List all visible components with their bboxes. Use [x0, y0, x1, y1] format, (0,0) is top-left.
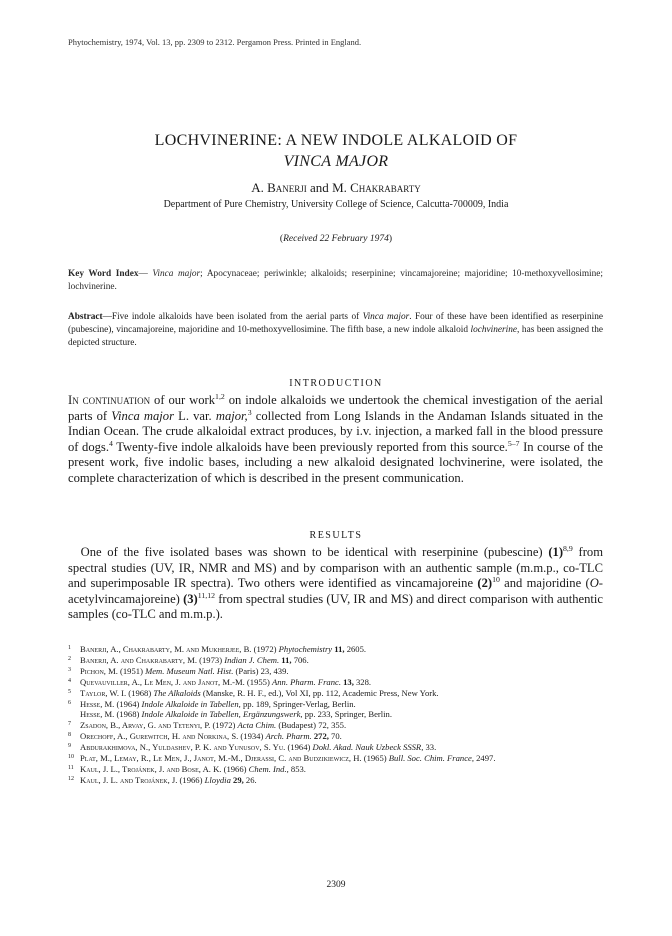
reference-number: 4 [68, 677, 71, 684]
reference-authors: Kaul, J. L. and Trojánek, J. (1966) [80, 774, 205, 785]
abstract-new-alkaloid: lochvinerine [470, 325, 518, 335]
intro-variety: major, [215, 408, 248, 423]
received-label: Received [283, 234, 318, 244]
reference-number: 1 [68, 645, 71, 651]
results-paragraph [68, 545, 603, 623]
reference-volume: 13, [340, 676, 354, 687]
reference-item [68, 688, 608, 699]
compound-number: (1) [548, 545, 564, 559]
author-2: M. Chakrabarty [332, 180, 421, 195]
citation-ref: 5–7 [507, 438, 520, 448]
reference-authors: Abdurakhimova, N., Yuldashev, P. K. and Yunusov, S. Yu. (1964) [80, 742, 313, 753]
results-text-2: from spectral studies (UV, IR, NMR and MS) and by comparison with an authentic sample (m.m.p., co-TLC and superimposable IR spectra). Two others were identified as vincamajoreine [68, 545, 603, 591]
reference-pages: 2605. [344, 644, 367, 654]
introduction-heading: INTRODUCTION [289, 378, 383, 389]
reference-authors: Quevauviller, A., Le Men, J. and Janot, M.-M. (1955) [80, 676, 272, 687]
reference-number: 6 [68, 699, 71, 706]
reference-journal: The Alkaloids [153, 687, 201, 698]
page-number: 2309 [326, 880, 346, 890]
reference-pages: (Budapest) 72, 355. [276, 720, 347, 731]
results-text-1: One of the five isolated bases was shown to be identical with reserpinine (pubescine) [80, 545, 549, 559]
reference-authors: Banerji, A., Chakrabarty, M. and Mukherjee, B. (1972) [80, 644, 279, 654]
reference-number: 9 [68, 743, 71, 750]
citation-ref: 4 [108, 438, 113, 448]
reference-volume: 11, [279, 654, 292, 665]
reference-authors: Hesse, M. (1964) [80, 698, 142, 709]
reference-volume: 11, [332, 644, 345, 654]
reference-number: 3 [68, 666, 71, 673]
reference-number: 2 [68, 655, 71, 662]
citation-ref: 8,9 [563, 543, 573, 553]
reference-authors: Kaul, J. L., Trojánek, J. and Bose, A. K. (1966) [80, 763, 249, 774]
reference-number: 5 [68, 688, 71, 695]
abstract-text-3: , has been assigned the depicted structure. [68, 325, 603, 348]
reference-journal: Phytochemistry [278, 644, 333, 654]
reference-pages: (Manske, R. H. F., ed.), Vol XI, pp. 112, Academic Press, New York. [200, 687, 439, 698]
citation-ref: 11,12 [197, 590, 216, 600]
reference-journal: Lloydia [204, 774, 231, 785]
intro-text-4: collected from Long Islands in the Andaman Islands situated in the Indian Ocean. The crude alkaloidal extract produces, by i.v. injection, a marked fall in the blood pressure of dogs. [68, 408, 603, 454]
intro-text-2: on indole alkaloids we undertook the chemical investigation of the aerial parts of [68, 393, 603, 423]
reference-journal: Indole Alkaloide in Tabellen, Ergänzungswerk [141, 709, 301, 720]
intro-text-5: Twenty-five indole alkaloids have been previously reported from this source. [112, 439, 508, 454]
reference-pages: , 33. [421, 742, 437, 753]
reference-item [68, 666, 608, 677]
reference-authors: Taylor, W. I. (1968) [80, 687, 154, 698]
results-text-3: and majoridine ( [499, 576, 590, 591]
author-conjunction: and [306, 180, 333, 195]
results-heading: RESULTS [309, 530, 363, 541]
reference-journal: Indole Alkaloide in Tabellen [141, 698, 239, 709]
citation-ref: 3 [247, 407, 252, 417]
article-title-line-2: VINCA MAJOR [283, 153, 389, 170]
keyword-index: Key Word Index— Vinca major; Apocynaceae; periwinkle; alkaloids; reserpinine; vincamajoreine; majoridine; 10-methoxyvellosimine; lochvinerine. [68, 269, 604, 292]
reference-item [68, 655, 608, 666]
reference-authors: Plat, M., Lemay, R., Le Men, J., Janot, M.-M., Djerassi, C. and Budzikiewicz, H. (1965) [80, 753, 389, 764]
reference-item [68, 677, 608, 688]
results-text-5: from spectral studies (UV, IR and MS) and direct comparison with authentic samples (co-TLC and m.m.p.). [68, 591, 604, 622]
journal-citation: Phytochemistry, 1974, Vol. 13, pp. 2309 to 2312. Pergamon Press. Printed in England. [68, 37, 362, 47]
reference-pages: (Paris) 23, 439. [233, 665, 289, 676]
reference-journal: Mem. Museum Natl. Hist. [145, 665, 234, 676]
reference-pages: 706. [291, 654, 309, 665]
keyword-list: ; Apocynaceae; periwinkle; alkaloids; reserpinine; vincamajoreine; majoridine; 10-methoxyvellosimine; lochvinerine. [68, 269, 604, 292]
results-o-prefix: O [589, 576, 599, 591]
reference-item [68, 742, 608, 753]
reference-authors: Zsadon, B., Arvay, G. and Tetenyi, P. (1972) [80, 720, 238, 731]
reference-journal: Arch. Pharm. [265, 731, 312, 742]
reference-number: 10 [68, 754, 74, 761]
abstract-text-2: . Four of these have been identified as reserpinine (pubescine), vincamajoreine, majoridine and 10-methoxyvellosimine. The fifth base, a new indole alkaloid [68, 312, 603, 335]
reference-item-continuation [68, 709, 608, 720]
reference-pages: , 2497. [471, 753, 496, 764]
affiliation: Department of Pure Chemistry, University College of Science, Calcutta-700009, India [163, 199, 509, 210]
abstract-text-1: —Five indole alkaloids have been isolated from the aerial parts of [102, 312, 363, 322]
reference-number: 7 [68, 721, 71, 728]
reference-pages: , pp. 233, Springer, Berlin. [300, 709, 392, 720]
reference-item [68, 753, 608, 764]
abstract [68, 311, 603, 350]
reference-pages: 26. [243, 774, 257, 785]
reference-volume: 29, [230, 774, 244, 785]
author-1: A. Banerji [251, 180, 307, 195]
reference-journal: Dokl. Akad. Nauk Uzbeck SSSR [312, 742, 422, 753]
intro-text-3: L. var. [173, 408, 216, 423]
reference-pages: 70. [328, 731, 342, 742]
reference-pages: , pp. 189, Springer-Verlag, Berlin. [238, 698, 356, 709]
authors [0, 180, 672, 196]
reference-journal: Bull. Soc. Chim. France [388, 753, 472, 764]
reference-pages: , 853. [286, 763, 306, 774]
reference-item [68, 731, 608, 742]
reference-journal: Indian J. Chem. [224, 654, 280, 665]
article-title-line-1: LOCHVINERINE: A NEW INDOLE ALKALOID OF [154, 132, 518, 149]
reference-authors: Orechoff, A., Gurewitch, H. and Norkina, S. (1934) [80, 731, 266, 742]
reference-number: 12 [68, 775, 74, 782]
reference-pages: 328. [353, 676, 372, 687]
reference-journal: Chem. Ind. [248, 763, 287, 774]
introduction-paragraph [68, 393, 603, 487]
reference-journal: Acta Chim. [237, 720, 277, 731]
reference-journal: Ann. Pharm. Franc. [271, 676, 341, 687]
reference-list [68, 644, 608, 786]
citation-ref: 1,2 [215, 391, 225, 401]
keyword-label: Key Word Index [68, 269, 139, 279]
intro-species: Vinca major [111, 408, 174, 423]
abstract-species: Vinca major [362, 312, 410, 322]
received-date: (Received 22 February 1974) [279, 234, 393, 244]
citation-ref: 10 [492, 575, 500, 584]
reference-number: 8 [68, 732, 71, 739]
reference-item [68, 775, 608, 786]
reference-authors: Hesse, M. (1968) [80, 709, 142, 720]
intro-lead-in: In continuation [68, 393, 151, 407]
reference-authors: Pichon, M. (1951) [80, 665, 146, 676]
intro-text-6: In course of the present work, five indolic bases, including a new alkaloid designated lochvinerine, were isolated, the complete characterization of which is described in the present communication. [68, 439, 603, 485]
received-day-month: 22 February 1974 [319, 234, 389, 244]
reference-item [68, 644, 608, 655]
reference-number: 11 [68, 764, 74, 771]
reference-authors: Banerji, A. and Chakrabarty, M. (1973) [80, 654, 225, 665]
abstract-label: Abstract [68, 312, 103, 322]
keyword-species: Vinca major [152, 269, 201, 279]
reference-volume: 272, [311, 731, 329, 742]
results-text-4: -acetylvincamajoreine) [68, 576, 603, 606]
reference-item [68, 764, 608, 775]
compound-number: (2) [477, 576, 493, 591]
compound-number: (3) [183, 591, 198, 606]
reference-item [68, 699, 608, 710]
intro-text-1: of our work [150, 393, 216, 407]
reference-item [68, 720, 608, 731]
